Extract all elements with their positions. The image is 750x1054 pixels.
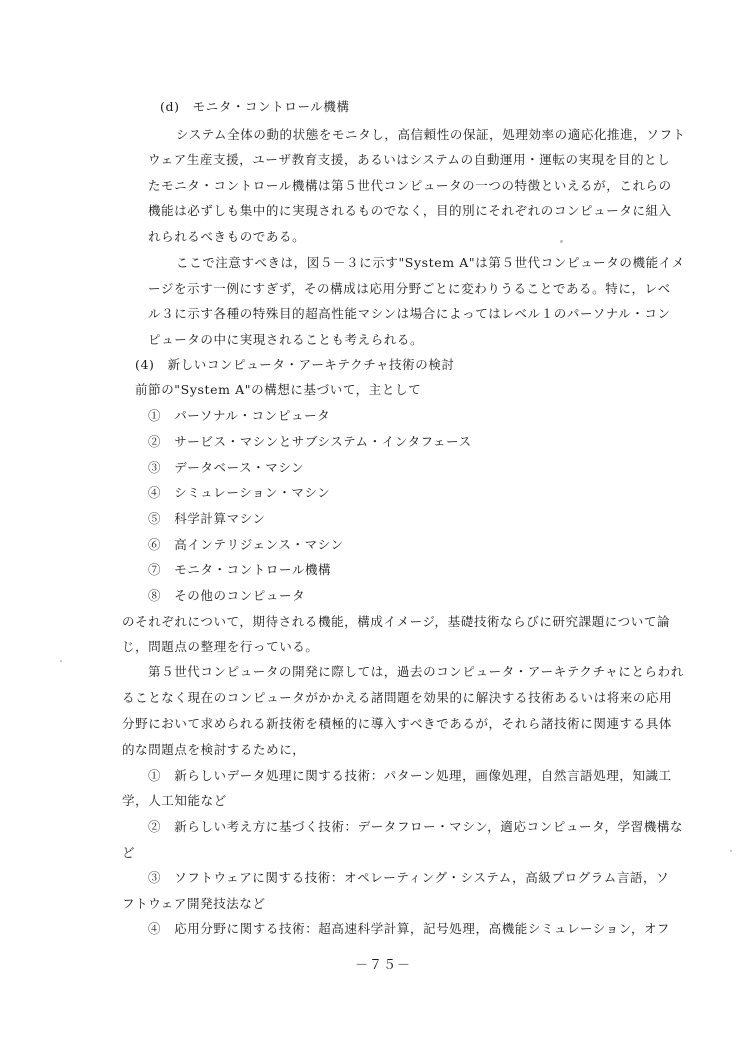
tech-list-item: ③ ソフトウェアに関する技術：オペレーティング・システム，高級プログラム言語，ソ [148,870,670,885]
paragraph-line: ル３に示す各種の特殊目的超高性能マシンは場合によってはレベル１のパーソナル・コン [148,306,671,321]
paragraph-line: ウェア生産支援，ユーザ教育支援，あるいはシステムの自動運用・運転の実現を目的とし [148,152,671,167]
list-item: ③ データベース・マシン [148,460,305,475]
paragraph-line: 分野において求められる新技術を積極的に導入すべきであるが，それら諸技術に関連する具体 [122,716,672,731]
list-item: ⑧ その他のコンピュータ [148,588,306,603]
tech-list-item: フトウェア開発技法など [122,896,266,911]
paragraph-line: たモニタ・コントロール機構は第５世代コンピュータの一つの特徴といえるが，これらの [148,178,672,193]
scan-speck [60,660,62,662]
section-4-intro: 前節の"System A"の構想に基づいて，主として [135,382,422,397]
paragraph-line: れられるべきものである。 [148,229,306,244]
paragraph-line: ここで注意すべきは，図５－３に示す"System A"は第５世代コンピュータの機能イメ [176,255,685,270]
paragraph-line: システム全体の動的状態をモニタし，高信頼性の保証，処理効率の適応化推進，ソフト [176,127,686,142]
page-number: －７５－ [355,958,412,973]
tech-list-item: 学，人工知能など [122,793,227,808]
paragraph-line: ピュータの中に実現されることも考えられる。 [148,332,424,347]
list-item: ⑤ 科学計算マシン [148,511,266,526]
tech-list-item: ② 新らしい考え方に基づく技術：データフロー・マシン，適応コンピュータ，学習機構な [148,819,684,834]
scan-speck [560,240,563,243]
list-item: ⑥ 高インテリジェンス・マシン [148,537,344,552]
paragraph-line: ージを示す一例にすぎず，その構成は応用分野ごとに変わりうることである。特に，レベ [148,281,671,296]
paragraph-line: 第５世代コンピュータの開発に際しては，過去のコンピュータ・アーキテクチャにとらわれ [148,664,684,679]
tech-list-item: ④ 応用分野に関する技術：超高速科学計算，記号処理，高機能シミュレーション，オフ [148,921,670,936]
section-d-heading: (d) モニタ・コントロール機構 [160,99,350,114]
list-item: ② サービス・マシンとサブシステム・インタフェース [148,434,472,449]
section-4-heading: (4) 新しいコンピュータ・アーキテクチャ技術の検討 [135,357,455,372]
paragraph-line: じ，問題点の整理を行っている。 [122,639,319,654]
list-item: ⑦ モニタ・コントロール機構 [148,562,332,577]
paragraph-line: 機能は必ずしも集中的に実現されるものでなく，目的別にそれぞれのコンピュータに組入 [148,203,672,218]
scan-speck [730,850,732,852]
list-item: ① パーソナル・コンピュータ [148,408,331,423]
paragraph-line: ることなく現在のコンピュータがかかえる諸問題を効果的に解決する技術あるいは将来の応用 [122,690,673,705]
tech-list-item: ① 新らしいデータ処理に関する技術：パターン処理，画像処理，自然言語処理，知識工 [148,768,672,783]
paragraph-line: 的な問題点を検討するために， [122,742,306,757]
list-item: ④ シミュレーション・マシン [148,485,331,500]
paragraph-line: のそれぞれについて，期待される機能，構成イメージ，基礎技術ならびに研究課題について論 [122,614,671,629]
tech-list-item: ど [122,845,136,860]
